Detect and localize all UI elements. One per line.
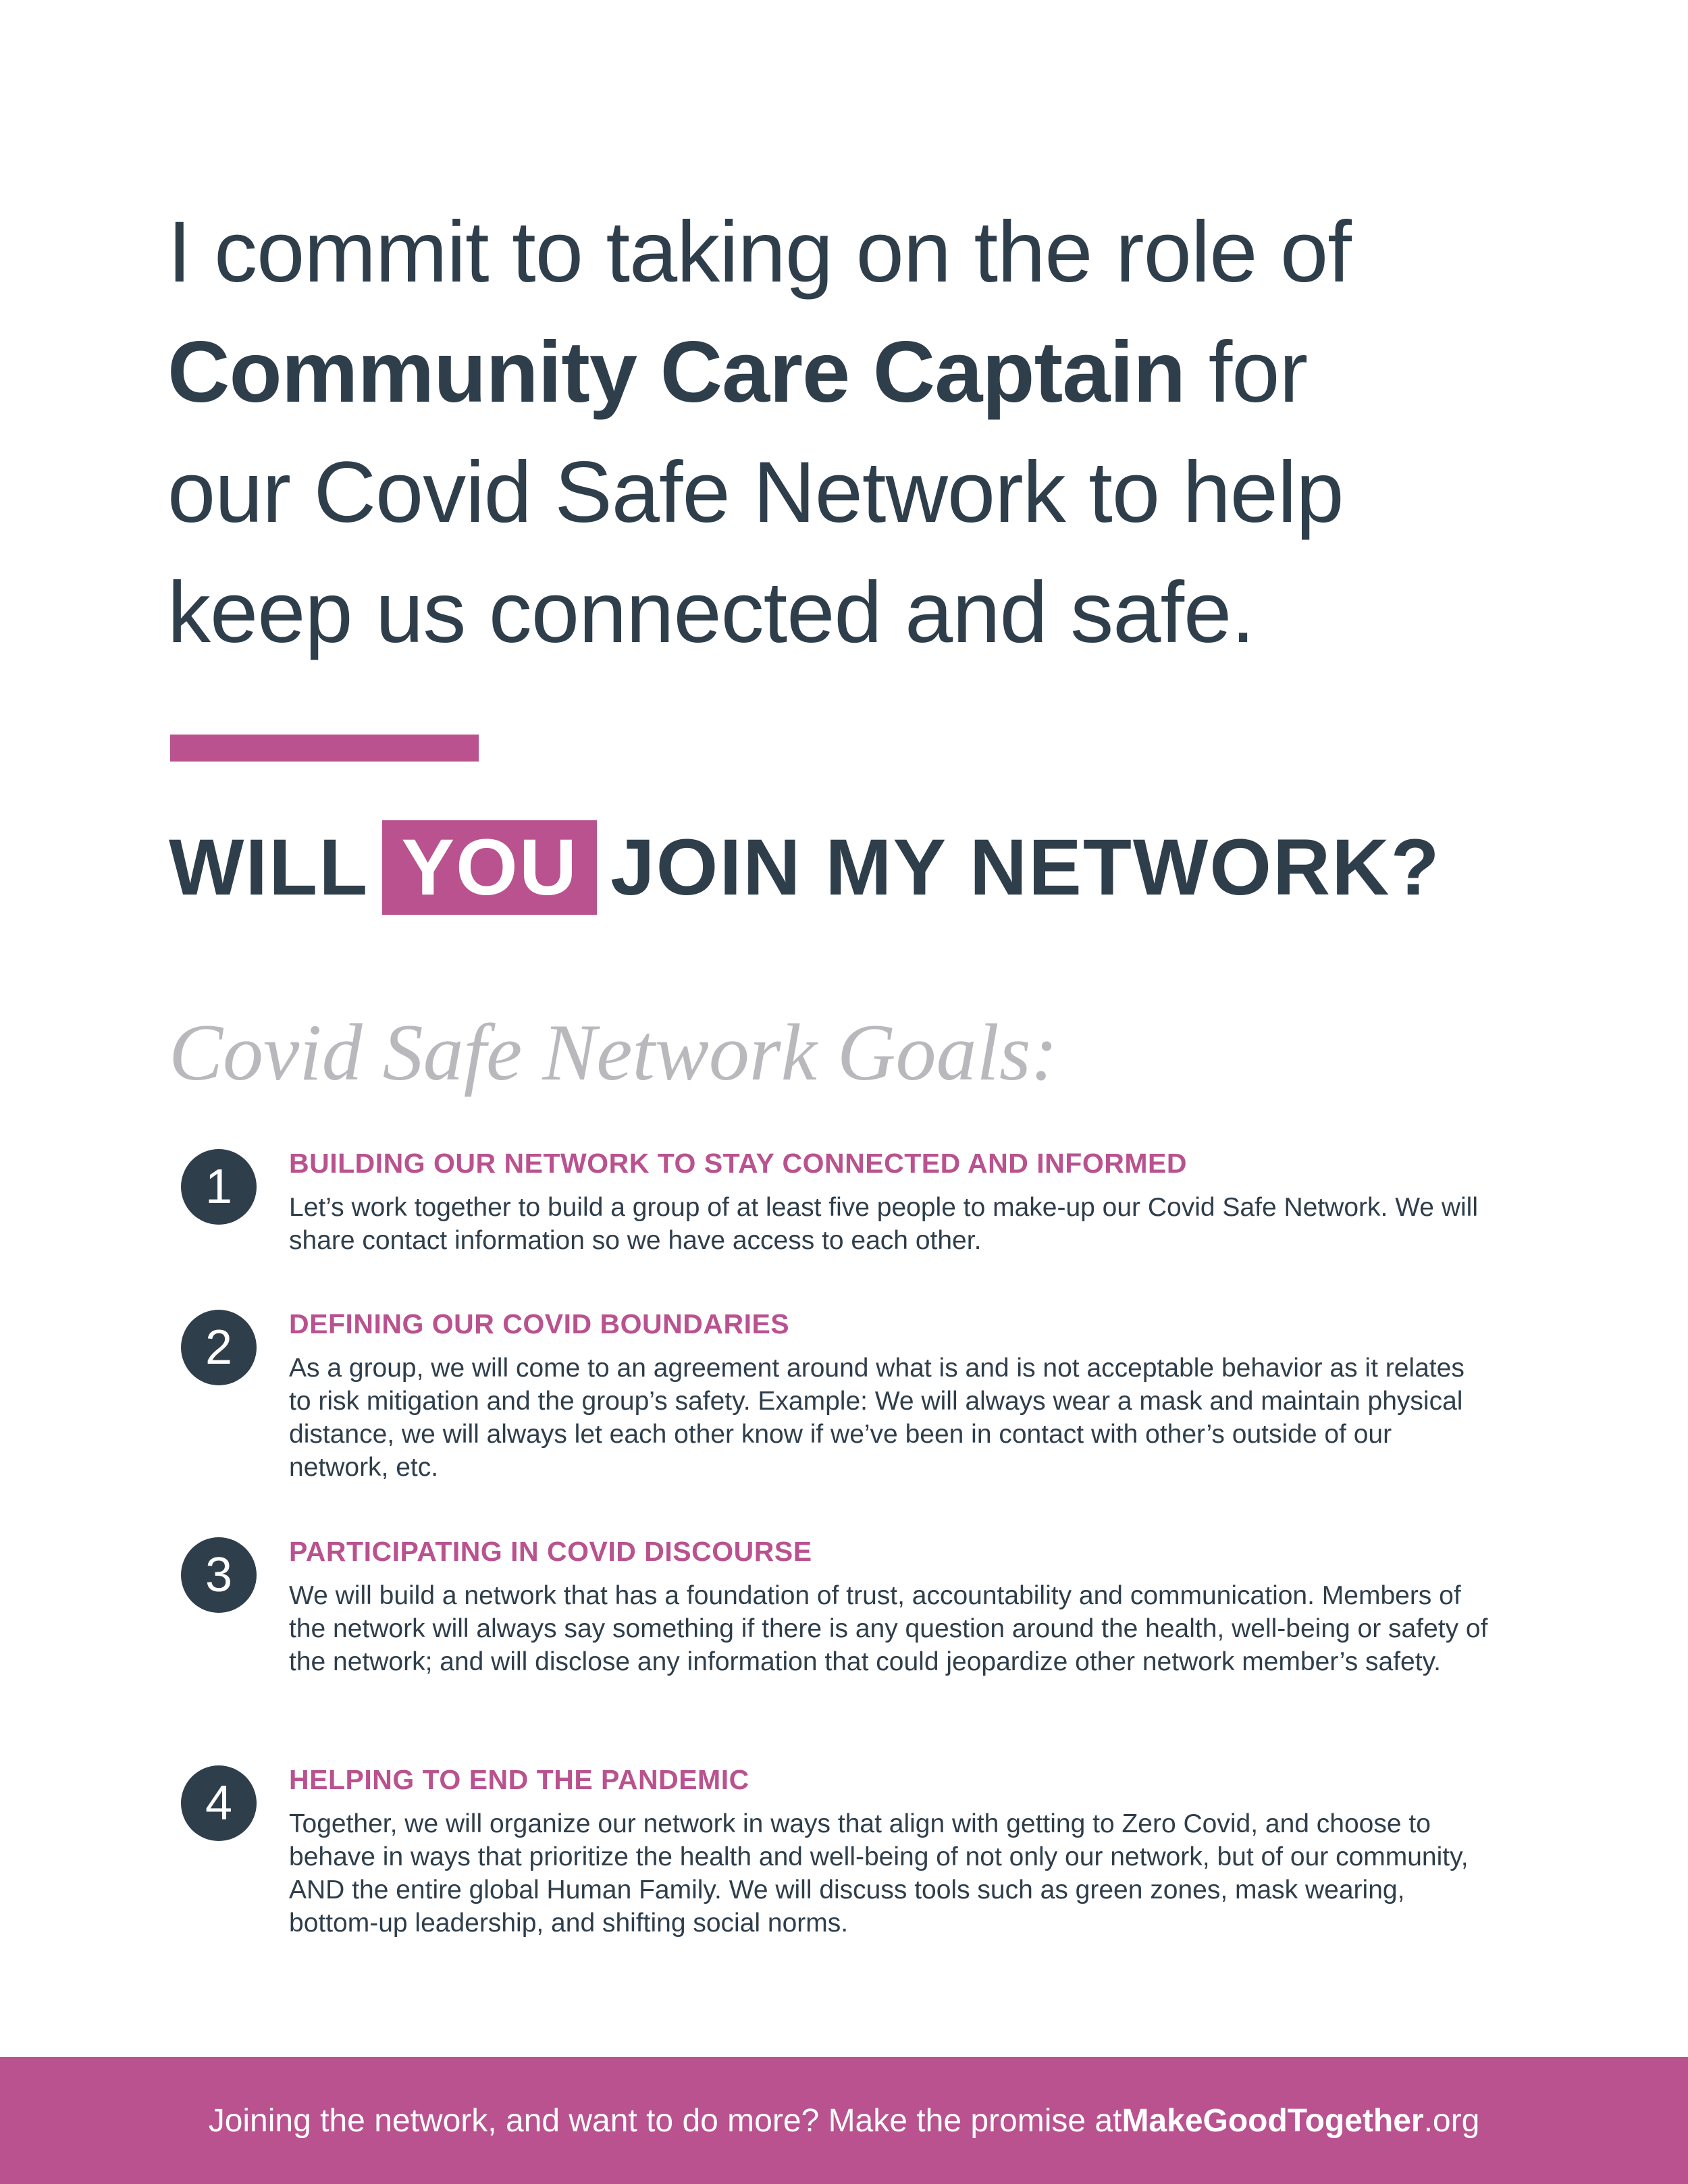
- footer-website-suffix: .org: [1423, 2102, 1480, 2139]
- goal-description: We will build a network that has a foundation of trust, accountability and communication. Members of the network will always say something if there is any question around the health, well-being or safety of the network; and will disclose any information that could jeopardize other network member’s safety.: [289, 1581, 1488, 1676]
- footer-website-name: MakeGoodTogether: [1122, 2102, 1424, 2139]
- commitment-line-1: I commit to taking on the role of: [167, 204, 1351, 300]
- accent-divider: [170, 735, 479, 762]
- footer-banner: [0, 2057, 1688, 2184]
- call-to-action-heading: [169, 817, 1441, 918]
- commitment-line-4: keep us connected and safe.: [167, 564, 1255, 661]
- goal-heading: BUILDING OUR NETWORK TO STAY CONNECTED AND INFORMED: [289, 1148, 1187, 1179]
- goal-number-badge: 3: [181, 1537, 257, 1613]
- goal-description: Let’s work together to build a group of at least five people to make-up our Covid Safe Network. We will share contact information so we have access to each other.: [289, 1193, 1478, 1255]
- goal-number-badge: 2: [181, 1310, 257, 1385]
- commitment-line-2: [167, 313, 1552, 433]
- role-name: Community Care Captain: [167, 324, 1186, 421]
- cta-after: JOIN MY NETWORK?: [610, 823, 1441, 912]
- cta-highlight: YOU: [382, 820, 597, 915]
- goal-number-badge: 1: [181, 1149, 257, 1225]
- goal-heading: DEFINING OUR COVID BOUNDARIES: [289, 1308, 790, 1339]
- goal-description: As a group, we will come to an agreement around what is and is not acceptable behavior as it relates to risk mitigation and the group’s safety. Example: We will always wear a mask and maintain physical distance, we will always let each other know if we’ve been in contact with other’s outside of our network, etc.: [289, 1354, 1465, 1482]
- goal-heading: PARTICIPATING IN COVID DISCOURSE: [289, 1536, 812, 1567]
- cta-before: WILL: [169, 823, 369, 912]
- commitment-line-3: our Covid Safe Network to help: [167, 444, 1344, 541]
- footer-text: Joining the network, and want to do more? Make the promise at: [208, 2102, 1122, 2139]
- goal-number-badge: 4: [181, 1765, 257, 1841]
- goal-heading: HELPING TO END THE PANDEMIC: [289, 1764, 749, 1795]
- goals-title: Covid Safe Network Goals:: [169, 1007, 1058, 1097]
- commitment-statement: [167, 192, 1552, 673]
- goal-description: Together, we will organize our network in ways that align with getting to Zero Covid, and choose to behave in ways that prioritize the health and well-being of not only our network, but of our community, AND the entire global Human Family. We will discuss tools such as green zones, mask wearing, bottom-up leadership, and shifting social norms.: [289, 1809, 1469, 1938]
- commitment-line-2-rest: for: [1185, 324, 1308, 421]
- footer-website-link[interactable]: [1122, 2102, 1479, 2139]
